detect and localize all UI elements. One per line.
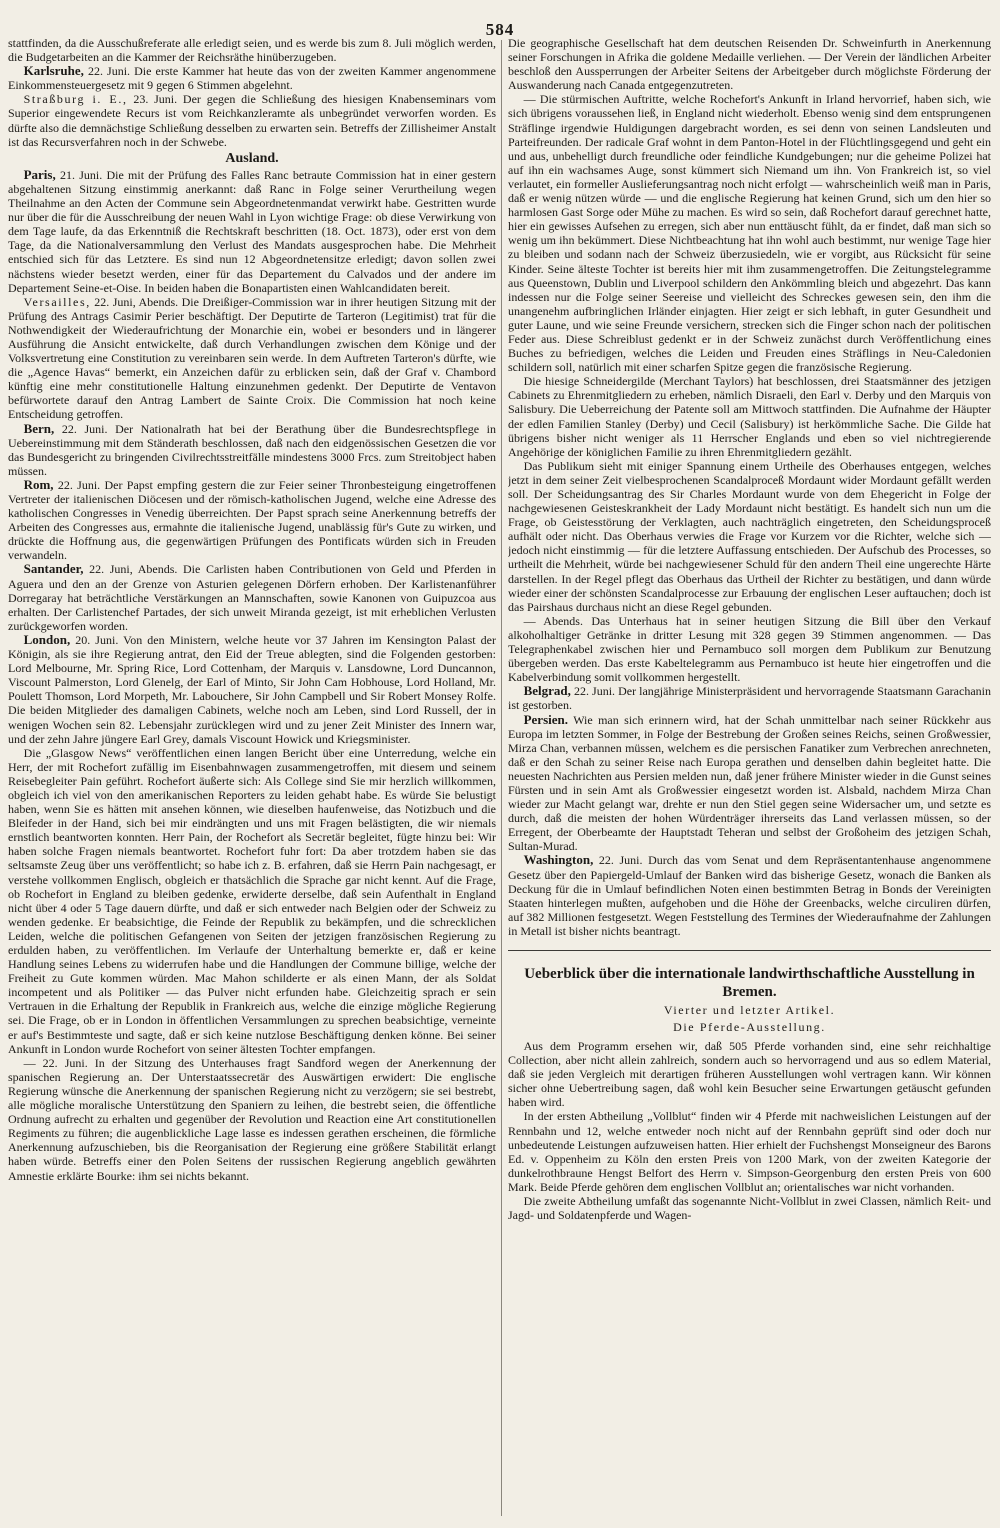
news-item-abends [508,614,991,684]
paragraph-text: 22. Juni. Durch das vom Senat und dem Repräsentantenhause angenommene Gesetz über den Papiergeld-Umlauf der Banken wird das bisherige Gesetz, wonach die Banken als Deckung für die in Umlauf befindlichen Noten einen bestimmten Betrag in Bonds der Vereinigten Staaten hinterlegen mußten, aufgehoben und die Höhe der Greenbacks, welche circuliren dürfen, auf 382 Millionen festgesetzt. Wegen Feststellung des Termines der Wiederaufnahme der Zahlungen in Metall ist bisher nichts beantragt. [508,853,991,938]
paragraph-text: 20. Juni. Von den Ministern, welche heute vor 37 Jahren im Kensington Palast der Königin, als sie ihre Regierung antrat, den Eid der Treue ablegten, sind die Folgenden gestorben: Lord Melbourne, Mr. Spring Rice, Lord Cottenham, der Marquis v. Lansdowne, Lord Duncannon, Viscount Palmerston, Lord Glenelg, der Earl of Minto, Sir John Cam Hobhouse, Lord Holland, Mr. Poulett Thomson, Lord Morpeth, Mr. Labouchere, Sir John Campbell und Sir Robert Monsey Rolfe. Die beiden Mitglieder des damaligen Cabinets, welche noch am Leben, sind Lord Russell, der in wenigen Wochen sein 82. Lebensjahr zurücklegen wird und zu jener Zeit Minister des Innern war, und der zehn Jahre jüngere Earl Grey, damals Viscount Howick und Kriegsminister. [8,632,496,746]
news-item-continuation [8,36,496,64]
right-column [508,36,991,1520]
paragraph-text: — 22. Juni. In der Sitzung des Unterhauses fragt Sandford wegen der Anerkennung der spanischen Regierung an. Der Unterstaatssecretär des Auswärtigen erwidert: Die englische Regierung wünsche die Anerkennung der spanischen Regierung nicht zu verzögern; sie sei bestrebt, alle mögliche moralische Unterstützung den Spaniern zu leihen, die bestrebt seien, die öffentliche Ordnung aufrecht zu erhalten und gegenüber der Revolution und Reaction eine Art constitutionellen Regiments zu führen; die augenblickliche Lage lasse es indessen gerathen erscheinen, die förmliche Anerkennung aufzuschieben, bis die Reorganisation der Regierung eine größere Stabilität erlangt haben würde. Betreffs einer den Polen Seitens der russischen Regierung angeblich gewährten Amnestie erklärte Bourke: ihm sei nichts bekannt. [8,1055,496,1183]
paragraph-text: 22. Juni, Abends. Die Carlisten haben Contributionen von Geld und Pferden in Aguera und den an der Grenze von Asturien gelegenen Dörfern erhoben. Der Karlistenanführer Dorregaray hat beträchtliche Verstärkungen an Mannschaften, sowie Kanonen von Guipuzcoa aus erhalten. Der Carlistenchef Partades, der sich unweit Miranda gezeigt, ist mit erheblichen Verlusten zurückgeworfen worden. [8,562,496,633]
paragraph-text: Die zweite Abtheilung umfaßt das sogenannte Nicht-Vollblut in zwei Classen, nämlich Reit- und Jagd- und Soldatenpferde und Wagen- [508,1194,991,1223]
news-item-rochefort [508,92,991,374]
paragraph-text: Aus dem Programm ersehen wir, daß 505 Pferde vorhanden sind, eine sehr reichhaltige Collection, aber nicht allein zahlreich, sondern auch so hervorragend und aus so edlem Material, daß sie jeden Vergleich mit derartigen früheren Ausstellungen wohl vertragen kann. Wir können sicher ohne Uebertreibung sagen, daß wohl kein Besucher seine Erwartungen getäuscht gefunden haben wird. [508,1039,991,1110]
news-item-strassburg [8,92,496,148]
dateline: Washington, [523,852,594,868]
article-subtitle: Vierter und letzter Artikel. [663,1003,836,1017]
news-item-versailles [8,295,496,422]
paragraph-text: 22. Juni. Der Papst empfing gestern die zur Feier seiner Thronbesteigung eingetroffenen Vertreter der italienischen Diöcesen und der römisch-katholischen Jugend, welche eine Adresse des katholischen Congresses in Venedig überreichten. Der Papst sprach seine Anerkennung betreffs der Arbeiten des Congresses aus, ermahnte die italienische Jugend, unablässig für's Gute zu wirken, und drückte die Hoffnung aus, die gegenwärtigen Prüfungen des Pontificats würden sich in Freuden verwandeln. [8,477,496,563]
paragraph-text: Die geographische Gesellschaft hat dem deutschen Reisenden Dr. Schweinfurth in Anerkennung seiner Forschungen in Afrika die goldene Medaille verliehen. — Der Verein der ländlichen Arbeiter beschloß den Aussperrungen der Arbeiter Seitens der Arbeitgeber durch möglichste Förderung der Auswanderung nach Canada entgegenzutreten. [508,36,991,93]
dateline: Belgrad, [523,683,571,699]
dateline: Rom, [23,476,54,492]
article-section-title: Die Pferde-Ausstellung. [673,1020,826,1034]
article-paragraph [508,1039,991,1109]
article-title: Ueberblick über die internationale landwirthschaftliche Ausstellung in Bremen. [524,966,975,1000]
news-item-rom [8,478,496,563]
news-item-london [8,633,496,746]
article-paragraph [508,1109,991,1194]
paragraph-text: 22. Juni. Der Nationalrath hat bei der Berathung über die Bundesrechtspflege in Uebereinstimmung mit dem Ständerath beschlossen, daß nach den eidgenössischen Gesetzen die vor das Bundesgericht zu bringenden Civilrechtsstreitfälle mindestens 3000 Frcs. zum Streitobject haben müssen. [8,421,496,478]
paragraph-text: In der ersten Abtheilung „Vollblut“ finden wir 4 Pferde mit nachweislichen Leistungen auf der Rennbahn und 12, welche entweder noch nicht auf der Rennbahn geprüft sind oder doch nur unbedeutende Leistungen aufzuweisen hatten. Hier erhielt der Fuchshengst Monseigneur des Barons Ed. v. Oppenheim zu Köln den ersten Preis von 1200 Mark, von der zweiten Kategorie der dunkelrothbraune Hengst Belfort des Herrn v. Simpson-Georgenburg den ersten Preis von 600 Mark. Beide Pferde gehören dem englischen Vollblut an; orientalisches war nicht vorhanden. [508,1109,991,1194]
paragraph-text: stattfinden, da die Ausschußreferate alle erledigt seien, und es werde bis zum 8. Juli möglich werden, die Budgetarbeiten an die Kammer der Reichsräthe hinüberzugeben. [8,36,496,65]
dateline: Bern, [23,420,55,436]
news-item-persien [508,713,991,854]
left-column [8,36,496,1520]
dateline: Santander, [23,561,84,577]
article-paragraph [508,1194,991,1222]
news-item-paris [8,168,496,295]
section-heading-ausland: Ausland. [225,150,279,166]
news-item-bern [8,422,496,478]
paragraph-text: 23. Juni. Der gegen die Schließung des hiesigen Knabenseminars vom Superior eingewendete Recurs ist vom Reichkanzleramte als unbegründet verworfen worden. Es dürfte also die demnächstige Schließung desselben zu erwarten sein. Betreffs der Zillisheimer Anstalt ist das Recursverfahren noch in der Schwebe. [8,92,496,149]
news-item-karlsruhe [8,64,496,92]
paragraph-text: 22. Juni. Der langjährige Ministerpräsident und hervorragende Staatsmann Garachanin ist gestorben. [508,684,991,713]
news-item-unterhaus [8,1056,496,1183]
column-divider [501,40,502,1516]
news-item-washington [508,853,991,938]
news-item-schneidergilde [508,374,991,459]
paragraph-text: Das Publikum sieht mit einiger Spannung einem Urtheile des Oberhauses entgegen, welches jetzt in dem seiner Zeit vielbesprochenen Scandalproceß Mordaunt wider Mordaunt gefällt werden soll. Der Scheidungsantrag des Sir Charles Mordaunt wurde von dem Ehegericht in Folge der nachgewiesenen Geisteskrankheit der Lady Mordaunt nicht bestätigt. Es handelt sich nun um die Frage, ob Geistesstörung der Verklagten, auch nachträglich eingetreten, den Scheidungsproceß aufhält oder nicht. Das Oberhaus verwies die Frage vor Kurzem vor die Richter, welche sich — jedoch nicht einstimmig — für die letztere Auffassung entschieden. Der Aufschub des Processes, so urtheilt die Mehrheit, würde bei nachgewiesener Schuld für den andern Theil eine ungerechte Härte darstellen. In der Regel pflegt das Oberhaus das Urtheil der Richter zu bestätigen, und dann würde wieder einer der schönsten Scandalprocesse zur Erbauung der englischen Leser auftauchen; doch ist das Pairshaus durchaus nicht an diese Regel gebunden. [508,458,991,614]
dateline: Karlsruhe, [23,63,84,79]
paragraph-text: 22. Juni. Die erste Kammer hat heute das von der zweiten Kammer angenommene Einkommensteuergesetz mit 9 gegen 6 Stimmen abgelehnt. [8,64,496,93]
paragraph-text: Die hiesige Schneidergilde (Merchant Taylors) hat beschlossen, drei Staatsmänner des jetzigen Cabinets zu Ehrenmitgliedern zu erheben, nämlich Disraeli, den Earl v. Derby und den Marquis von Salisbury. Die Ueberreichung der Patente soll am Mittwoch stattfinden. Die Aufnahme der Häupter der edlen Familien Stanley (Derby) und Cecil (Salisbury) ist herkömmliche Sache. Die Gilde hat übrigens bisher nicht weniger als 11 Herrscher Englands und eben so viel nichtregierende Angehörige der königlichen Familie zu ihren Ehrenmitgliedern gezählt. [508,374,991,459]
dateline: Versailles, [23,294,91,309]
paragraph-text: — Abends. Das Unterhaus hat in seiner heutigen Sitzung die Bill über den Verkauf alkoholhaltiger Getränke in dritter Lesung mit 328 gegen 39 Stimmen angenommen. — Das Telegraphenkabel zwischen hier und Pernambuco soll morgen dem Publikum zur Benutzung übergeben werden. Das erste Kabeltelegramm aus Pernambuco ist heute hier eingetroffen und die Kabelverbindung somit vollkommen hergestellt. [508,613,991,685]
dateline: Persien. [523,711,568,727]
paragraph-text: Die „Glasgow News“ veröffentlichen einen langen Bericht über eine Unterredung, welche ein Herr, der mit Rochefort zufällig im Eisenbahnwagen zusammengetroffen, mit diesem und seinem Reisebegleiter Pain geführt. Rochefort äußerte sich: Als College sind Sie mir herzlich willkommen, obgleich ich viel von den amerikanischen Reporters zu leiden gehabt habe. Es würde Sie belustigt haben, wenn Sie es hätten mit ansehen können, wie dieselben haufenweise, das Notizbuch und die Bleifeder in der Hand, sich bei mir eindrängten und uns mit Fragen belästigten, die wir niemals ernstlich beantworten konnten. Herr Pain, der Rochefort als Secretär begleitet, fügte hinzu bei: Wir haben solche Fragen niemals beantwortet. Rochefort fuhr fort: Da aber trotzdem haben sie das seltsamste Zeug über uns veröffentlicht; so habe ich z. B. erfahren, daß sie Herrn Pain nachgesagt, er verstehe vollkommen Englisch, obgleich er thatsächlich die Sprache gar nicht kennt. Auf die Frage, ob Rochefort in England zu bleiben gedenke, erwiderte derselbe, daß sein Aufenthalt in England nicht über 4 oder 5 Tage dauern dürfte, und daß er sich entweder nach Belgien oder der Schweiz zu wenden gedenke. Er beabsichtige, die Feinde der Republik zu bekämpfen, und die schrecklichen Leiden, welche die politischen Gefangenen von Seiten der jetzigen französischen Regierung zu erdulden haben, zu veröffentlichen. Im Verlaufe der Unterhaltung bemerkte er, daß er keine Handlung seines Lebens zu widerrufen habe und die Handlungen der Commune billige, welche der Freiheit zu Gute kommen würden. Mac Mahon schilderte er als einen Mann, der als Soldat incompetent und als Politiker — das Pulver nicht erfunden habe. Gleichzeitig sprach er sein Vertrauen in die Erhaltung der Republik in Frankreich aus, welche die einzige mögliche Regierung sei. Die Frage, ob er in London in öffentlichen Versammlungen zu sprechen beabsichtige, verneinte er auf's Bestimmteste und sagte, daß er sich keine nutzlose Beschäftigung denken könne. Bei seiner Ankunft in London wurde Rochefort von seiner ältesten Tochter empfangen. [8,745,496,1056]
news-item-glasgow-news [8,746,496,1056]
paragraph-text: 21. Juni. Die mit der Prüfung des Falles Ranc betraute Commission hat in einer gestern abgehaltenen Sitzung einstimmig anerkannt: daß Ranc in Folge seiner Verurtheilung wegen Theilnahme an den Acten der Commune sein Abgeordnetenmandat verwirkt habe. Gestritten wurde nur über die für die Ausschreibung der neuen Wahl in Lyon wichtige Frage: ob diese Verwirkung von dem Tage laufe, da das Erkenntniß die Rechtskraft beschritten (18. Oct. 1873), oder erst von dem Tage, da die Nationalversammlung den Verlust des Mandats ausgesprochen habe. Die Mehrheit entschied sich für das Letztere. Es sind nun 12 Abgeordnetensitze erledigt; davon sollen zwei nächstens wieder besetzt werden, einer für das Departement du Calvados und der andere im Departement Seine-et-Oise. In beiden haben die Bonapartisten einen Wahlcandidaten bereit. [8,167,496,295]
article-divider [508,950,991,951]
dateline: London, [23,631,71,647]
paragraph-text: Wie man sich erinnern wird, hat der Schah unmittelbar nach seiner Rückkehr aus Europa im letzten Sommer, in Folge der Bestrebung der Großen seines Reichs, seinen Großwessier, Mirza Chan, verbannen müssen, welchem es die persischen Fanatiker zum Verbrechen anrechneten, daß er den Schah zu seiner Reise nach Europa gerathen und denselben dahin begleitet hatte. Die neuesten Nachrichten aus Persien melden nun, daß jener frühere Minister wieder in die Gunst seines Fürsten und in sein Amt als Großwessier eingesetzt worden ist. Alsbald, nachdem Mirza Chan wieder zur Macht gelangt war, drehte er nun den Stiel gegen seine Widersacher um, und setzte es durch, daß die meisten der hohen Würdenträger ihrerseits das Land verlassen müssen, so der Erregent, der Oberbeamte der Hauptstadt Teheran und selbst der Großoheim des jetzigen Schah, Sultan-Murad. [508,712,991,854]
news-item-continuation [508,36,991,92]
dateline: Straßburg i. E., [23,92,128,107]
news-item-belgrad [508,684,991,712]
paragraph-text: — Die stürmischen Auftritte, welche Rochefort's Ankunft in Irland hervorrief, haben sich, wie sich übrigens voraussehen ließ, in England nicht wiederholt. Ebenso wenig sind dem entsprungenen Sträflinge irgendwie Huldigungen dargebracht worden, es sei denn von seinen Landsleuten und Parteifreunden. Der radicale Graf wohnt in dem Panton-Hotel in der Flüchtlingsgegend und geht ein und aus, unbehelligt durch freundliche oder feindliche Kundgebungen; nur die geheime Polizei hat auf ihn ein wachsames Auge, sonst kümmert sich Niemand um ihn. Von Frankreich ist, so viel verlautet, ein formeller Auslieferungsantrag noch nicht erfolgt — wahrscheinlich weiß man in Paris, daß er wenig nützen würde — und die englische Regierung hat keinen Grund, sich um den hier so harmlosen Gast Sorge oder Mühe zu machen. Es wird so sein, daß Rochefort darauf gerechnet hatte, hier ein gewisses Aufsehen zu erregen, sich aber nun enttäuscht fühlt, da er findet, daß man sich so wenig um ihn bekümmert. Diese Nichtbeachtung hat ihn wohl auch bestimmt, nur wenige Tage hier zu bleiben und sodann nach der Schweiz überzusiedeln, wie er vorgibt, aus Rücksicht für seine Kinder. Seine älteste Tochter ist bereits hier mit ihm zusammengetroffen. Die Zeitungstelegramme aus Queenstown, Dublin und Liverpool schildern den Ankömmling bleich und abgezehrt. Das kann indessen nur die Folge seiner Seereise und vielleicht des Schreckes gewesen sein, den ihm die unangenehm aufbringlichen Irländer einjagten. Hier zeigt er sich lebhaft, in guter Gesundheit und guter Laune, und wie seine Freunde versichern, strecken sich die Finger schon nach der politischen Feder aus. Diese Schreiblust gedenkt er in der Schweiz zunächst durch Veröffentlichung eines Buches zu befriedigen, welches die Leiden und Freuden eines Sträflings in Neu-Caledonien schildern soll, natürlich mit einer scharfen Spitze gegen die französische Regierung. [508,92,991,375]
dateline: Paris, [23,166,56,182]
news-item-oberhaus [508,459,991,614]
news-item-santander [8,562,496,632]
paragraph-text: 22. Juni, Abends. Die Dreißiger-Commission war in ihrer heutigen Sitzung mit der Prüfung des Antrags Casimir Perier beschäftigt. Der Deputirte de Tarteron (Legitimist) trat für die Nothwendigkeit der Wiederaufrichtung der Monarchie ein, wobei er besonders und in längerer Ausführung die Ansicht entwickelte, daß durch Verhandlungen zwischen dem Könige und der Volksvertretung eine Constitution zu vereinbaren sein werde. In dem Auftreten Tarteron's dürfte, wie die „Agence Havas“ bemerkt, ein Anzeichen dafür zu erblicken sein, daß der Graf v. Chambord künftig eine mehr constitutionelle Haltung einzunehmen gedenkt. Der Deputirte de Ventavon befürwortete darauf den Antrag Lambert de Sainte Croix. Die Commission hat noch keine Entscheidung getroffen. [8,294,496,422]
page-number: 584 [485,20,515,39]
